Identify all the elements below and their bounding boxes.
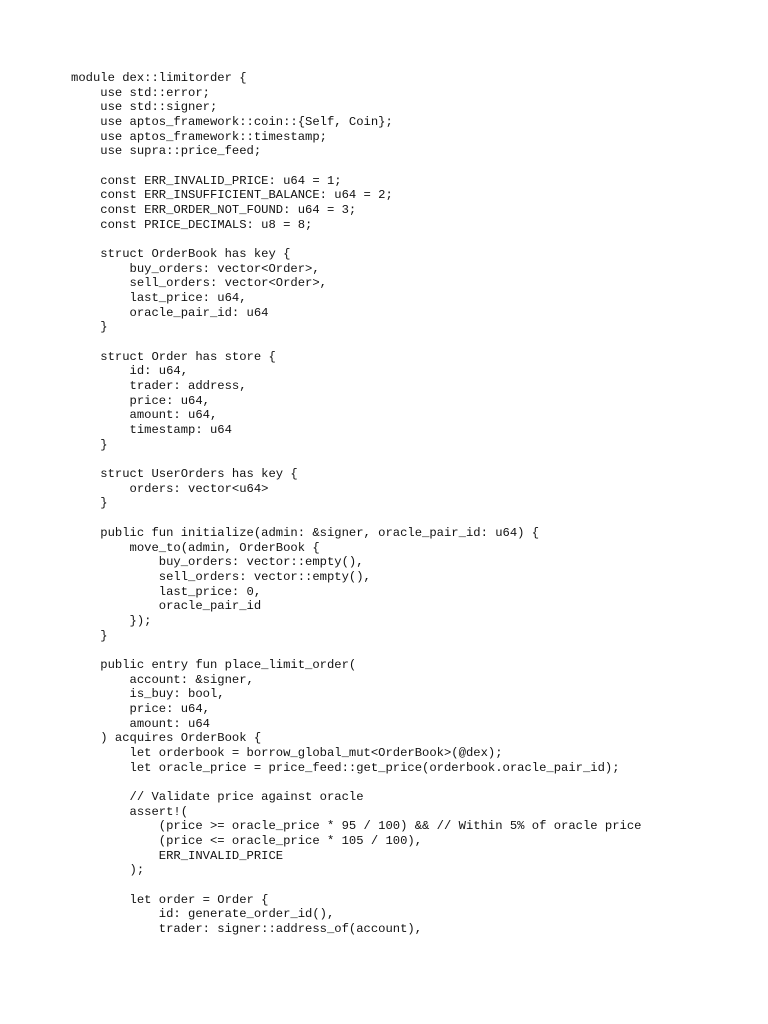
code-line: id: u64, xyxy=(71,364,189,379)
code-line: ); xyxy=(71,863,145,878)
code-line: timestamp: u64 xyxy=(71,423,232,438)
code-line: ERR_INVALID_PRICE xyxy=(71,848,284,863)
code-line: assert!( xyxy=(71,804,189,819)
code-line: amount: u64 xyxy=(71,716,210,731)
code-line: struct OrderBook has key { xyxy=(71,247,291,262)
code-listing xyxy=(71,71,641,937)
code-line: use std::signer; xyxy=(71,100,218,115)
code-line: const PRICE_DECIMALS: u8 = 8; xyxy=(71,217,313,232)
code-line: oracle_pair_id: u64 xyxy=(71,305,269,320)
code-line: let oracle_price = price_feed::get_price(orderbook.oracle_pair_id); xyxy=(71,760,620,775)
code-line: price: u64, xyxy=(71,393,210,408)
code-line xyxy=(71,643,641,658)
code-line: public entry fun place_limit_order( xyxy=(71,657,357,672)
code-line: last_price: u64, xyxy=(71,291,247,306)
code-line: const ERR_ORDER_NOT_FOUND: u64 = 3; xyxy=(71,203,357,218)
code-line: // Validate price against oracle xyxy=(71,789,364,804)
code-line: } xyxy=(71,437,108,452)
code-line: let order = Order { xyxy=(71,892,269,907)
code-line: struct UserOrders has key { xyxy=(71,467,298,482)
code-line xyxy=(71,452,641,467)
code-line xyxy=(71,878,641,893)
code-line: public fun initialize(admin: &signer, oracle_pair_id: u64) { xyxy=(71,525,540,540)
code-line: module dex::limitorder { xyxy=(71,71,247,85)
code-line: sell_orders: vector::empty(), xyxy=(71,569,371,584)
code-line: }); xyxy=(71,613,152,628)
code-line: } xyxy=(71,628,108,643)
code-line: orders: vector<u64> xyxy=(71,481,269,496)
code-line: use aptos_framework::timestamp; xyxy=(71,129,327,144)
code-line: is_buy: bool, xyxy=(71,687,225,702)
code-line xyxy=(71,232,641,247)
code-line: price: u64, xyxy=(71,701,210,716)
code-line: } xyxy=(71,320,108,335)
code-line: let orderbook = borrow_global_mut<OrderBook>(@dex); xyxy=(71,745,503,760)
code-line: const ERR_INVALID_PRICE: u64 = 1; xyxy=(71,173,342,188)
code-line: (price <= oracle_price * 105 / 100), xyxy=(71,833,423,848)
code-line: last_price: 0, xyxy=(71,584,262,599)
code-line: id: generate_order_id(), xyxy=(71,907,335,922)
code-line xyxy=(71,335,641,350)
code-line: (price >= oracle_price * 95 / 100) && // Within 5% of oracle price xyxy=(71,819,642,834)
code-line: trader: signer::address_of(account), xyxy=(71,921,423,936)
code-line: account: &signer, xyxy=(71,672,254,687)
code-line: struct Order has store { xyxy=(71,349,276,364)
code-line: trader: address, xyxy=(71,379,247,394)
code-line: use supra::price_feed; xyxy=(71,144,262,159)
code-line: buy_orders: vector::empty(), xyxy=(71,555,364,570)
code-line xyxy=(71,775,641,790)
code-line: amount: u64, xyxy=(71,408,218,423)
code-line: use aptos_framework::coin::{Self, Coin}; xyxy=(71,115,393,130)
code-line xyxy=(71,511,641,526)
code-line xyxy=(71,159,641,174)
code-line: ) acquires OrderBook { xyxy=(71,731,262,746)
code-line: use std::error; xyxy=(71,85,210,100)
code-line: buy_orders: vector<Order>, xyxy=(71,261,320,276)
code-line: } xyxy=(71,496,108,511)
code-line: const ERR_INSUFFICIENT_BALANCE: u64 = 2; xyxy=(71,188,393,203)
code-line: sell_orders: vector<Order>, xyxy=(71,276,327,291)
code-line: move_to(admin, OrderBook { xyxy=(71,540,320,555)
code-line: oracle_pair_id xyxy=(71,599,262,614)
